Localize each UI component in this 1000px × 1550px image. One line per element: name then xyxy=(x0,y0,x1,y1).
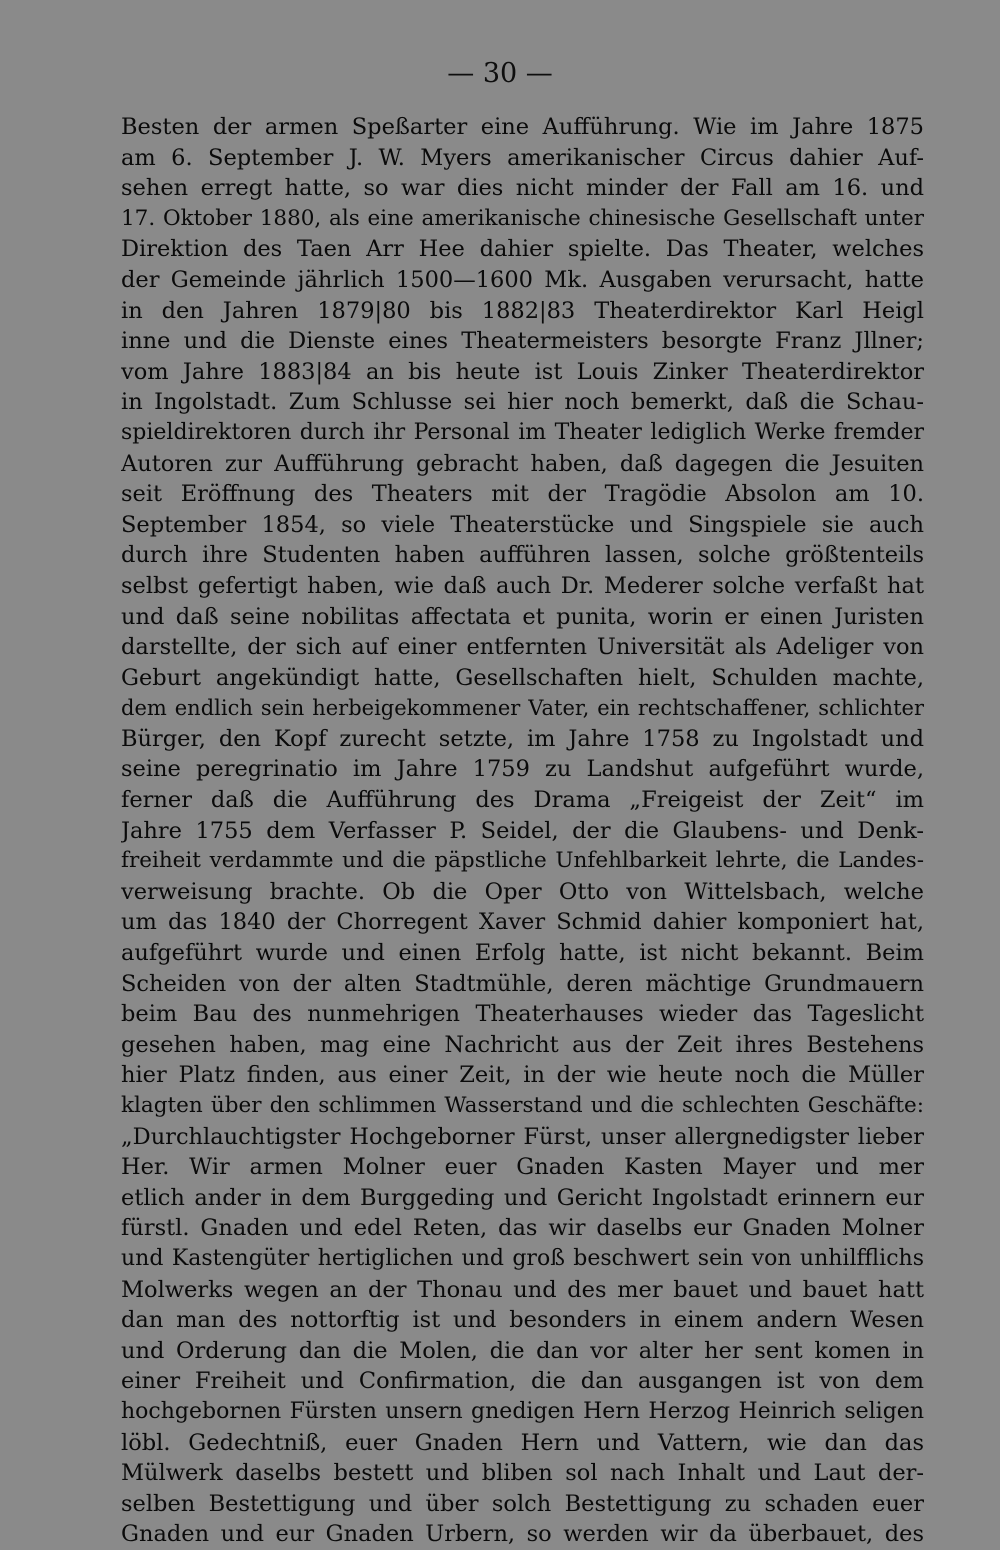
text-line: ferner daß die Aufführung des Drama „Freigeist der Zeit“ im xyxy=(121,787,924,814)
text-line: Geburt angekündigt hatte, Gesellschaften hielt, Schulden machte, xyxy=(121,664,924,691)
text-line: hochgebornen Fürsten unsern gnedigen Hern Herzog Heinrich seligen xyxy=(121,1398,924,1424)
text-line: sehen erregt hatte, so war dies nicht minder der Fall am 16. und xyxy=(121,175,924,202)
text-line: Jahre 1755 dem Verfasser P. Seidel, der die Glaubens- und Denk- xyxy=(121,817,924,844)
text-line: Her. Wir armen Molner euer Gnaden Kasten Mayer und mer xyxy=(121,1154,924,1181)
text-line: Bürger, den Kopf zurecht setzte, im Jahre 1758 zu Ingolstadt und xyxy=(121,725,924,752)
text-line: Autoren zur Aufführung gebracht haben, daß dagegen die Jesuiten xyxy=(121,450,924,477)
text-line: und Kastengüter hertiglichen und groß beschwert sein von unhilfflichs xyxy=(121,1245,924,1271)
text-line: darstellte, der sich auf einer entfernten Universität als Adeliger von xyxy=(121,634,924,661)
text-line: und Orderung dan die Molen, die dan vor alter her sent komen in xyxy=(121,1337,924,1364)
text-line: beim Bau des nunmehrigen Theaterhauses wieder das Tageslicht xyxy=(121,1001,924,1028)
text-line: selbst gefertigt haben, wie daß auch Dr. Mederer solche verfaßt hat xyxy=(121,572,924,599)
text-line: 17. Oktober 1880, als eine amerikanische chinesische Gesellschaft unter xyxy=(121,205,924,231)
text-line: aufgeführt wurde und einen Erfolg hatte, ist nicht bekannt. Beim xyxy=(121,940,924,967)
text-line: löbl. Gedechtniß, euer Gnaden Hern und Vattern, wie dan das xyxy=(121,1429,924,1456)
text-line: der Gemeinde jährlich 1500—1600 Mk. Ausgaben verursacht, hatte xyxy=(121,266,924,293)
text-line: dan man des nottorftig ist und besonders in einem andern Wesen xyxy=(121,1307,924,1334)
page-number: — 30 — xyxy=(447,58,553,89)
text-line: einer Freiheit und Confirmation, die dan ausgangen ist von dem xyxy=(121,1368,924,1395)
text-line: September 1854, so viele Theaterstücke und Singspiele sie auch xyxy=(121,511,924,538)
text-line: Direktion des Taen Arr Hee dahier spielte. Das Theater, welches xyxy=(121,236,924,263)
text-line: vom Jahre 1883|84 an bis heute ist Louis Zinker Theaterdirektor xyxy=(121,358,924,385)
text-line: fürstl. Gnaden und edel Reten, das wir daselbs eur Gnaden Molner xyxy=(121,1215,924,1242)
text-line: in Ingolstadt. Zum Schlusse sei hier noch bemerkt, daß die Schau- xyxy=(121,389,924,416)
text-line: seine peregrinatio im Jahre 1759 zu Landshut aufgeführt wurde, xyxy=(121,756,924,783)
text-line: Scheiden von der alten Stadtmühle, deren mächtige Grundmauern xyxy=(121,970,924,997)
text-line: um das 1840 der Chorregent Xaver Schmid dahier komponiert hat, xyxy=(121,909,924,936)
text-line: hier Platz finden, aus einer Zeit, in der wie heute noch die Müller xyxy=(121,1062,924,1089)
text-line: „Durchlauchtigster Hochgeborner Fürst, unser allergnedigster lieber xyxy=(121,1123,924,1150)
text-line: gesehen haben, mag eine Nachricht aus der Zeit ihres Bestehens xyxy=(121,1031,924,1058)
text-line: dem endlich sein herbeigekommener Vater, ein rechtschaffener, schlichter xyxy=(121,696,924,721)
text-line: klagten über den schlimmen Wasserstand und die schlechten Geschäfte: xyxy=(121,1093,924,1118)
text-line: Molwerks wegen an der Thonau und des mer bauet und bauet hatt xyxy=(121,1276,924,1303)
text-line: spieldirektoren durch ihr Personal im Theater lediglich Werke fremder xyxy=(121,419,924,445)
text-line: selben Bestettigung und über solch Bestettigung zu schaden euer xyxy=(121,1490,924,1517)
text-line: und daß seine nobilitas affectata et punita, worin er einen Juristen xyxy=(121,603,924,630)
text-line: Besten der armen Speßarter eine Aufführung. Wie im Jahre 1875 xyxy=(121,114,924,140)
text-line: Mülwerk daselbs bestett und bliben sol nach Inhalt und Laut der- xyxy=(121,1460,924,1487)
text-line: seit Eröffnung des Theaters mit der Tragödie Absolon am 10. xyxy=(121,481,924,508)
text-line: etlich ander in dem Burggeding und Gericht Ingolstadt erinnern eur xyxy=(121,1184,924,1211)
text-line: durch ihre Studenten haben aufführen lassen, solche größtenteils xyxy=(121,542,924,569)
text-line: in den Jahren 1879|80 bis 1882|83 Theaterdirektor Karl Heigl xyxy=(121,297,924,324)
text-line: Gnaden und eur Gnaden Urbern, so werden wir da überbauet, des xyxy=(121,1521,924,1548)
text-line: inne und die Dienste eines Theatermeisters besorgte Franz Jllner; xyxy=(121,328,924,355)
body-text xyxy=(121,112,924,1550)
text-line: freiheit verdammte und die päpstliche Unfehlbarkeit lehrte, die Landes- xyxy=(121,848,924,874)
text-line: am 6. September J. W. Myers amerikanischer Circus dahier Auf- xyxy=(121,144,924,171)
text-line: verweisung brachte. Ob die Oper Otto von Wittelsbach, welche xyxy=(121,878,924,905)
